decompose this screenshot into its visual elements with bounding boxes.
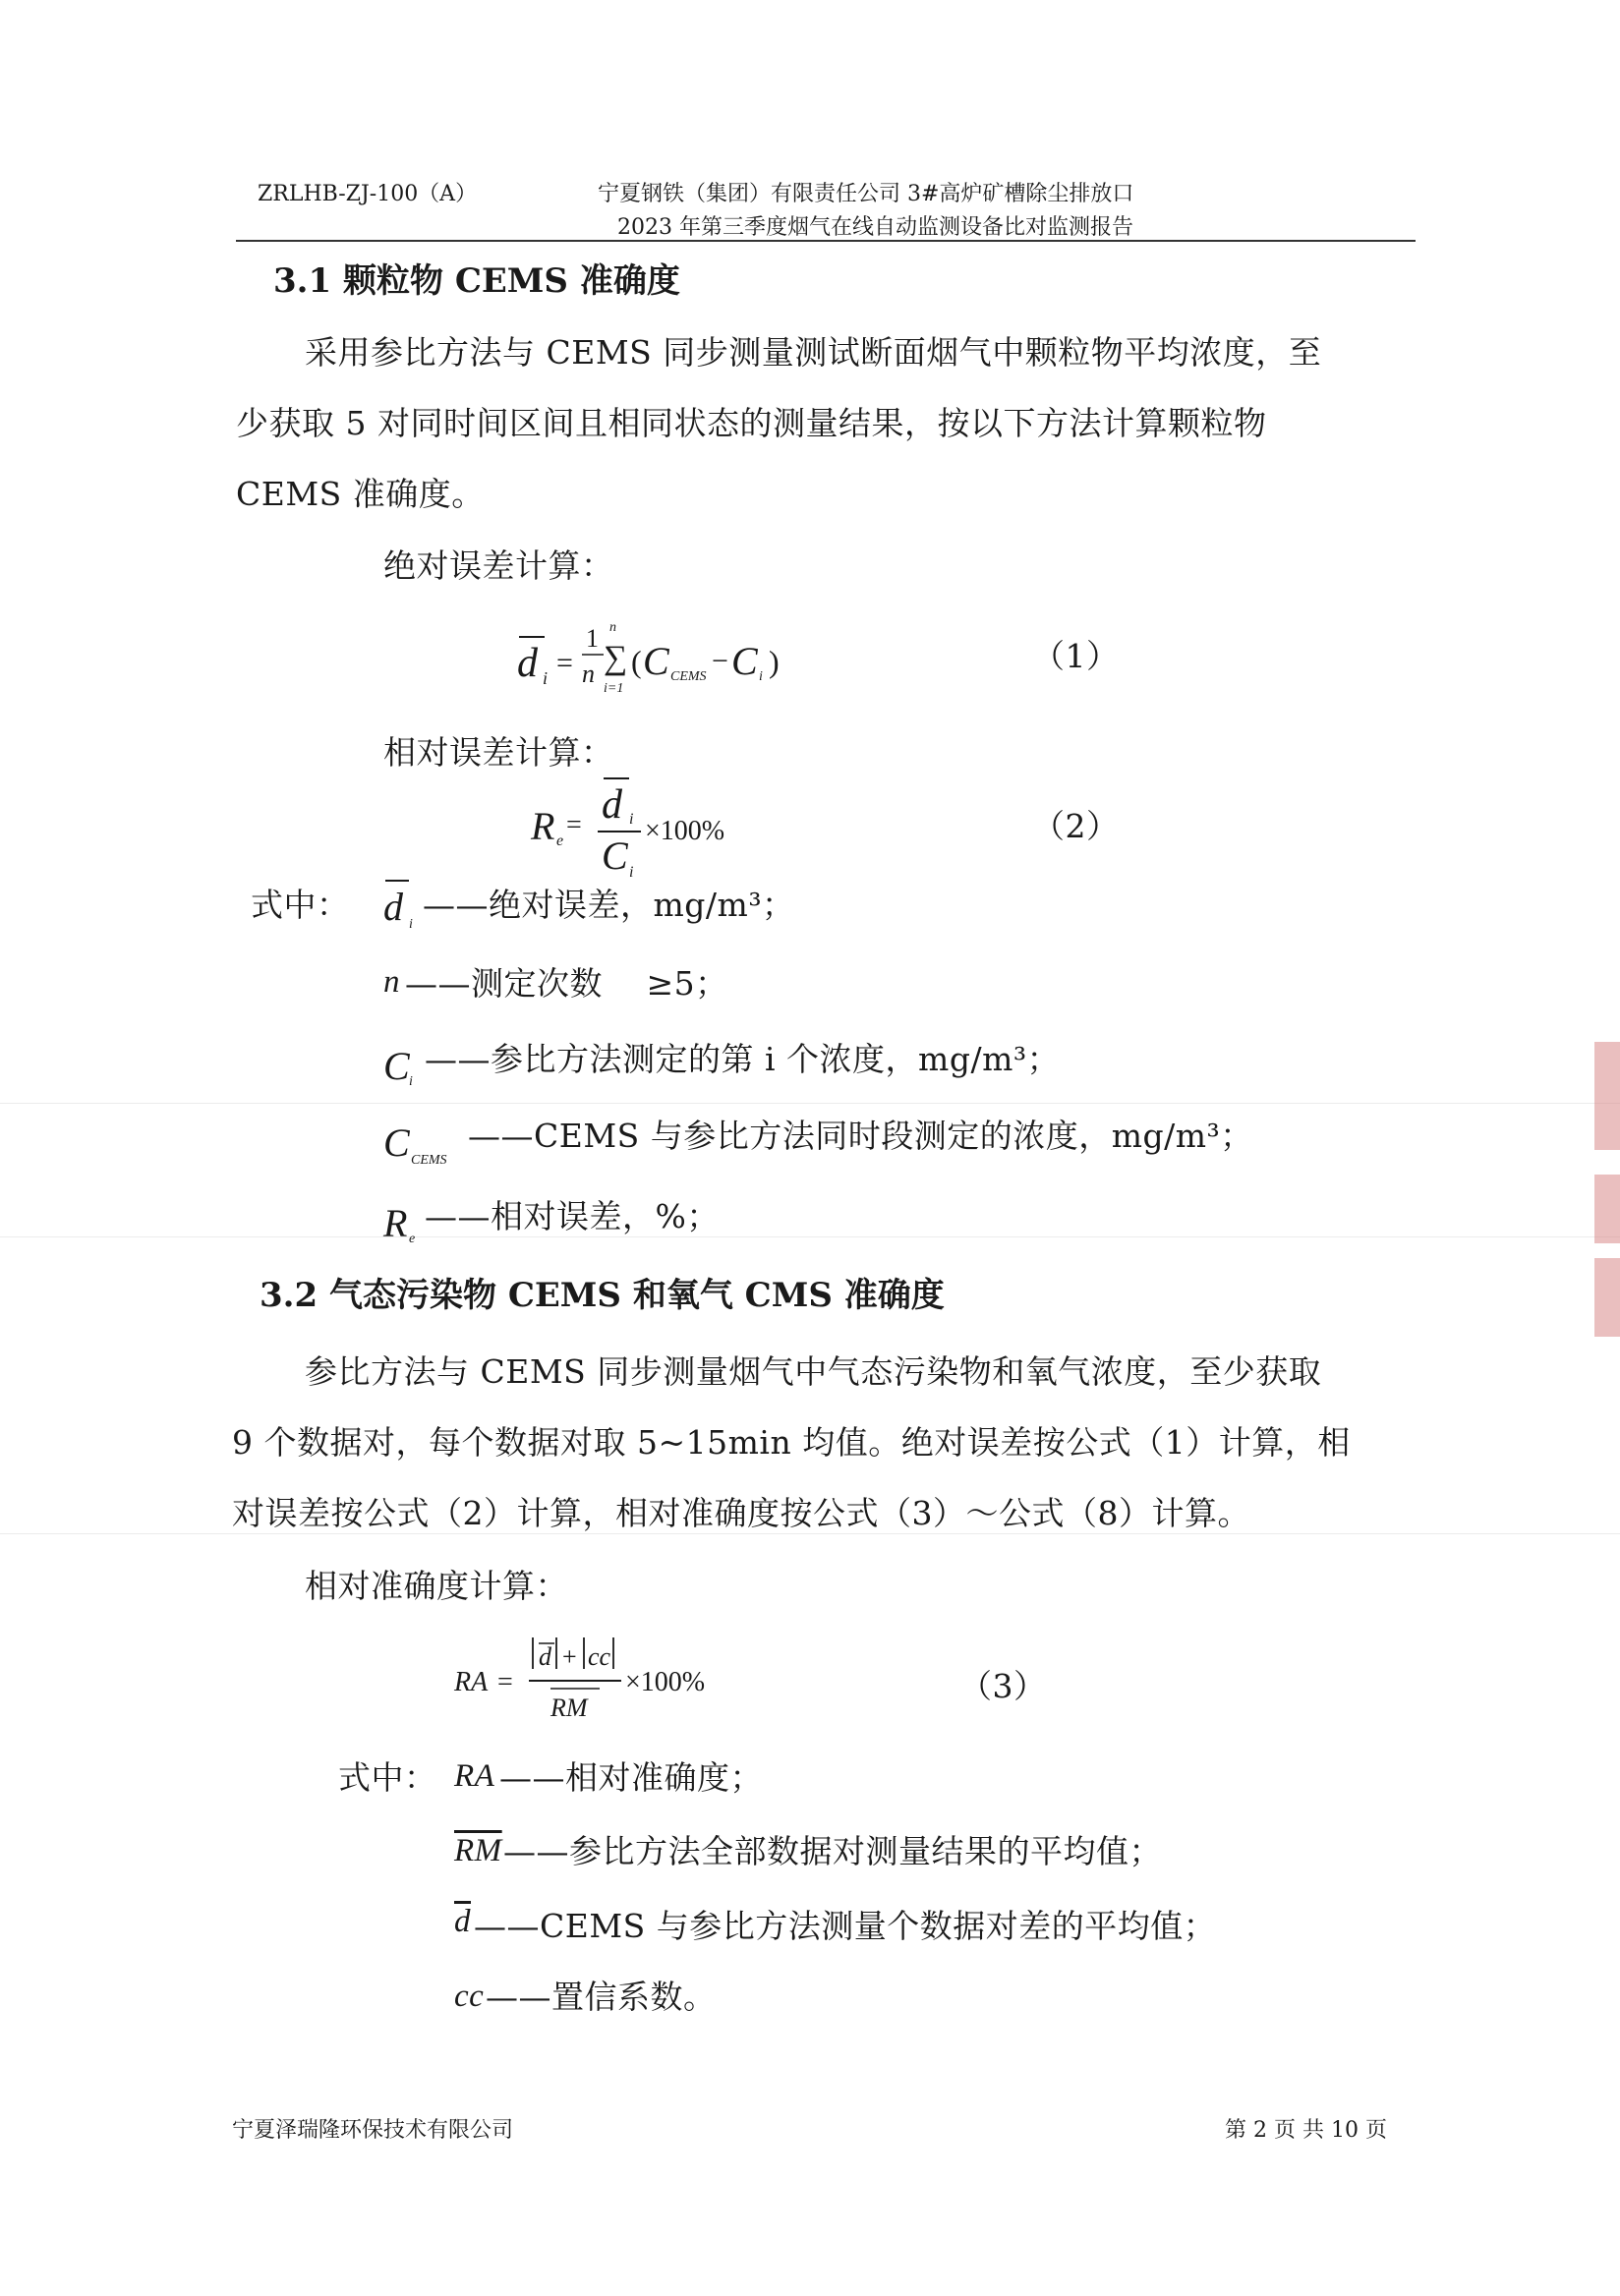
svg-text:(: ( bbox=[631, 644, 642, 679]
definition-c-cems: ——CEMS 与参比方法同时段测定的浓度，mg/m³； bbox=[468, 1117, 1253, 1155]
definition-n: ——测定次数 ≥5； bbox=[405, 964, 728, 1003]
svg-text:+: + bbox=[562, 1642, 577, 1671]
report-title-line1: 宁夏钢铁（集团）有限责任公司 3#高炉矿槽除尘排放口 bbox=[598, 182, 1134, 206]
paragraph-line: CEMS 准确度。 bbox=[236, 475, 485, 513]
svg-text:R: R bbox=[531, 804, 555, 848]
svg-text:1: 1 bbox=[586, 624, 599, 653]
svg-text:i: i bbox=[409, 1074, 413, 1089]
definition-d-bar: ——CEMS 与参比方法测量个数据对差的平均值； bbox=[474, 1907, 1217, 1945]
symbol-d-bar: $\overline{d}$ bbox=[454, 1904, 471, 1939]
equation-3 bbox=[452, 1630, 737, 1738]
symbol-c-i bbox=[381, 1030, 421, 1091]
svg-text:R: R bbox=[383, 1201, 408, 1245]
paragraph-line: 对误差按公式（2）计算，相对准确度按公式（3）～公式（8）计算。 bbox=[232, 1494, 1250, 1532]
svg-text:i: i bbox=[629, 864, 634, 881]
definition-cc: ——置信系数。 bbox=[486, 1978, 717, 2016]
definition-d: ——绝对误差，mg/m³； bbox=[423, 886, 795, 924]
svg-text:RM: RM bbox=[550, 1693, 588, 1722]
footer-page-number: 第 2 页 共 10 页 bbox=[1225, 2118, 1387, 2143]
svg-text:RA: RA bbox=[454, 1667, 489, 1697]
svg-text:d: d bbox=[383, 885, 403, 929]
definition-c-i: ——参比方法测定的第 i 个浓度，mg/m³； bbox=[425, 1040, 1061, 1078]
svg-text:×100%: ×100% bbox=[645, 816, 725, 846]
svg-text:d: d bbox=[602, 782, 622, 828]
svg-text:C: C bbox=[383, 1120, 410, 1165]
svg-text:=: = bbox=[566, 810, 582, 840]
symbol-r-e bbox=[381, 1187, 421, 1248]
svg-text:i: i bbox=[409, 917, 413, 932]
scan-line bbox=[0, 1236, 1620, 1237]
svg-text:=: = bbox=[556, 647, 573, 679]
abs-error-label: 绝对误差计算： bbox=[383, 546, 614, 585]
svg-text:d: d bbox=[517, 641, 538, 686]
svg-text:C: C bbox=[602, 833, 628, 878]
svg-text:C: C bbox=[383, 1044, 410, 1088]
symbol-cc: cc bbox=[454, 1979, 485, 2014]
paragraph-line: 参比方法与 CEMS 同步测量烟气中气态污染物和氧气浓度，至少获取 bbox=[305, 1352, 1322, 1391]
where-label: 式中： bbox=[338, 1758, 437, 1797]
svg-text:i=1: i=1 bbox=[604, 681, 624, 696]
svg-text:CEMS: CEMS bbox=[670, 669, 707, 684]
footer-company: 宁夏泽瑞隆环保技术有限公司 bbox=[232, 2118, 514, 2143]
scan-line bbox=[0, 1103, 1620, 1104]
paragraph-line: 少获取 5 对同时间区间且相同状态的测量结果，按以下方法计算颗粒物 bbox=[236, 404, 1267, 442]
section-heading-3-2: 3.2 气态污染物 CEMS 和氧气 CMS 准确度 bbox=[260, 1276, 945, 1315]
svg-text:i: i bbox=[759, 669, 763, 684]
equation-2-number: （2） bbox=[1032, 807, 1120, 845]
svg-text:=: = bbox=[497, 1667, 513, 1697]
report-title-line2: 2023 年第三季度烟气在线自动监测设备比对监测报告 bbox=[617, 215, 1133, 240]
seal-stamp-fragment bbox=[1594, 1042, 1620, 1150]
definition-r-e: ——相对误差，%； bbox=[425, 1197, 720, 1235]
definition-rm: ——参比方法全部数据对测量结果的平均值； bbox=[503, 1832, 1162, 1870]
paragraph-line: 9 个数据对，每个数据对取 5~15min 均值。绝对误差按公式（1）计算，相 bbox=[232, 1423, 1351, 1462]
symbol-n: n bbox=[383, 964, 400, 1000]
svg-text:n: n bbox=[582, 660, 595, 688]
relative-accuracy-label: 相对准确度计算： bbox=[305, 1567, 568, 1605]
seal-stamp-fragment bbox=[1594, 1258, 1620, 1337]
seal-stamp-fragment bbox=[1594, 1175, 1620, 1243]
svg-text:i: i bbox=[629, 811, 634, 828]
paragraph-line: 采用参比方法与 CEMS 同步测量测试断面烟气中颗粒物平均浓度，至 bbox=[305, 333, 1322, 372]
equation-3-number: （3） bbox=[959, 1667, 1047, 1705]
equation-1-number: （1） bbox=[1032, 637, 1120, 675]
svg-text:d: d bbox=[539, 1642, 551, 1671]
svg-text:): ) bbox=[769, 644, 780, 679]
svg-text:CEMS: CEMS bbox=[411, 1153, 447, 1168]
rel-error-label: 相对误差计算： bbox=[383, 733, 614, 772]
svg-text:∑: ∑ bbox=[604, 640, 628, 676]
header-rule bbox=[236, 240, 1416, 242]
svg-text:i: i bbox=[543, 668, 549, 688]
symbol-rm: $\overline{RM}$ bbox=[454, 1833, 502, 1868]
svg-text:C: C bbox=[643, 639, 669, 683]
equation-2 bbox=[527, 767, 782, 885]
where-label: 式中： bbox=[251, 886, 350, 924]
svg-text:e: e bbox=[556, 832, 564, 849]
section-heading-3-1: 3.1 颗粒物 CEMS 准确度 bbox=[273, 261, 680, 301]
symbol-ra: RA bbox=[454, 1758, 495, 1794]
svg-text:cc: cc bbox=[588, 1642, 611, 1671]
doc-code: ZRLHB-ZJ-100（A） bbox=[258, 182, 478, 206]
symbol-c-cems bbox=[381, 1109, 468, 1170]
svg-text:C: C bbox=[731, 639, 758, 683]
svg-text:×100%: ×100% bbox=[625, 1667, 706, 1697]
symbol-d-i bbox=[381, 873, 421, 936]
equation-1 bbox=[511, 609, 865, 708]
definition-ra: ——相对准确度； bbox=[499, 1758, 763, 1797]
svg-text:n: n bbox=[609, 620, 616, 635]
svg-text:e: e bbox=[409, 1232, 416, 1246]
svg-text:−: − bbox=[712, 645, 728, 677]
